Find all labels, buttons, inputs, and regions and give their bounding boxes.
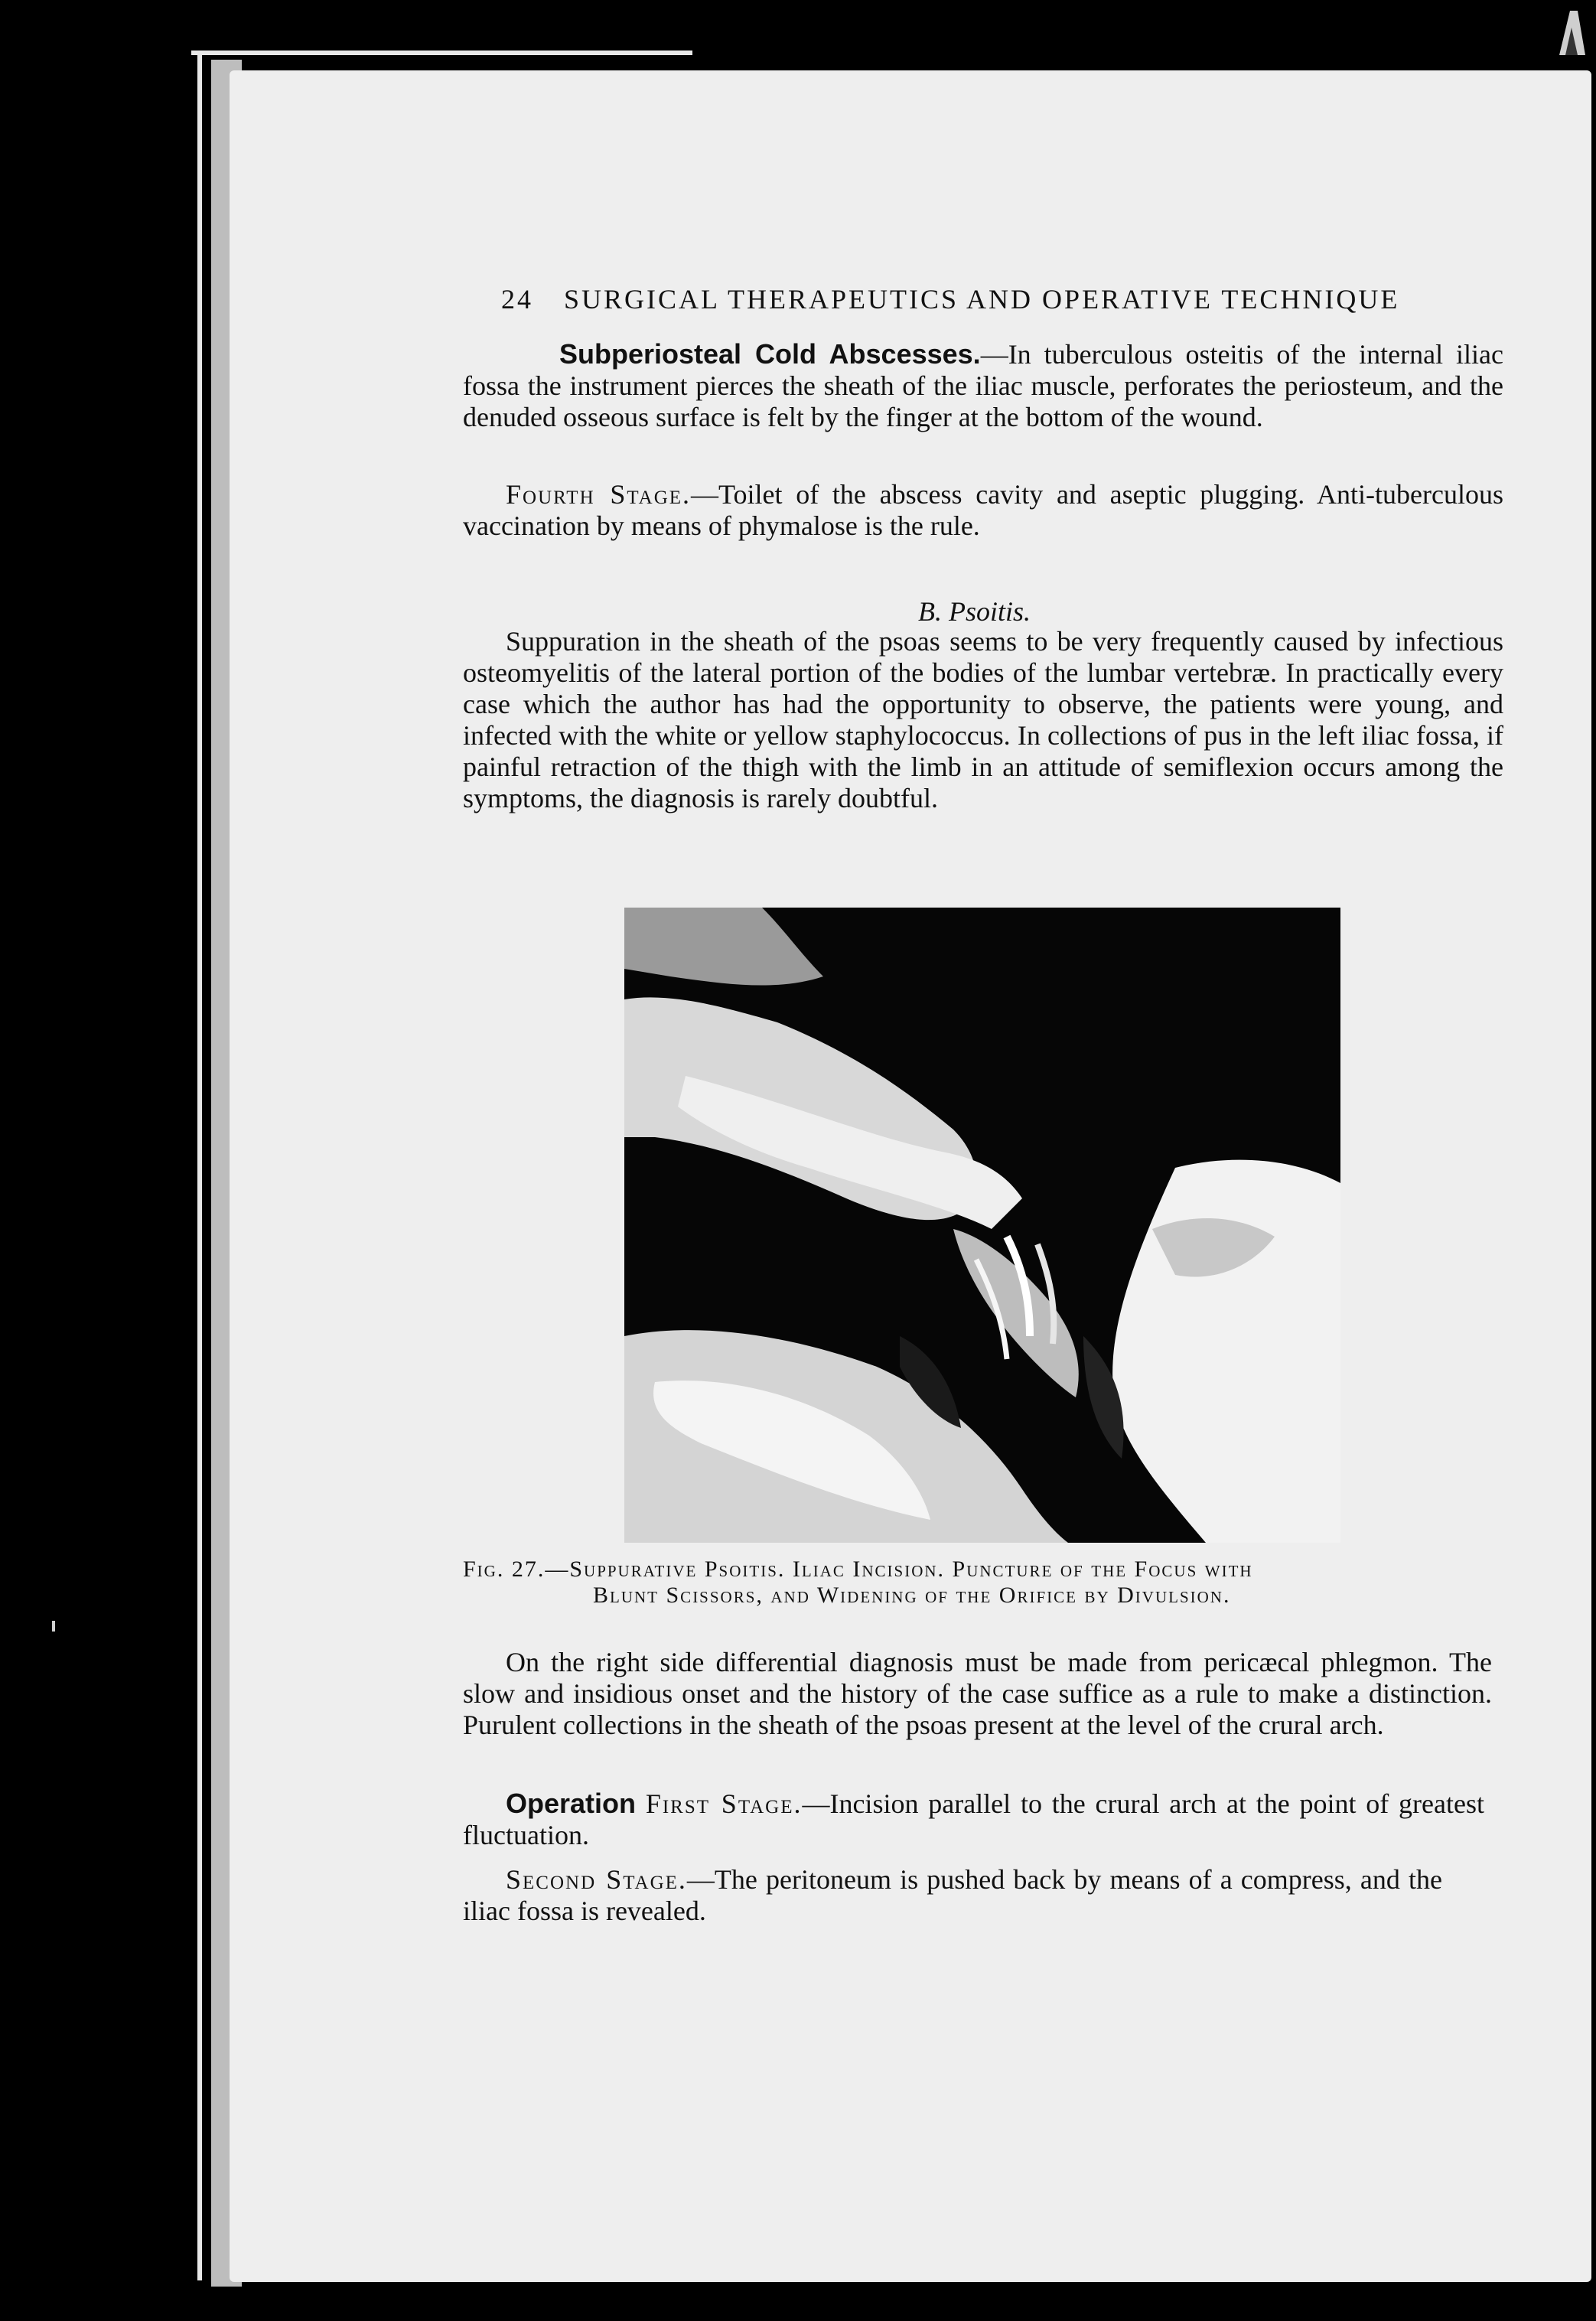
second-stage-paragraph — [463, 1864, 1442, 1927]
first-stage-text: —Incision parallel to the crural arch at the point of greatest fluctuation. — [463, 1788, 1484, 1850]
subperiosteal-heading: Subperiosteal Cold Abscesses. — [559, 338, 981, 370]
scan-speck — [52, 1621, 55, 1632]
running-head — [501, 283, 1503, 315]
scan-corner-mark — [1555, 9, 1590, 63]
fourth-stage-text: —Toilet of the abscess cavity and aseptic plugging. Anti-tuberculous vaccination by means of phymalose is the rule. — [463, 479, 1503, 541]
second-stage-label: Second Stage. — [506, 1864, 687, 1895]
psoitis-heading: B. Psoitis. — [918, 596, 1031, 627]
scan-edge-top — [191, 51, 692, 55]
caption-line-1: Fig. 27.—Suppurative Psoitis. Iliac Incision. Puncture of the Focus with — [463, 1557, 1253, 1582]
figure-27-caption — [463, 1557, 1488, 1609]
running-title: SURGICAL THERAPEUTICS AND OPERATIVE TECHNIQUE — [564, 284, 1400, 315]
operation-paragraph — [463, 1788, 1484, 1851]
psoitis-paragraph: Suppuration in the sheath of the psoas seems to be very frequently caused by infectious osteomyelitis of the lateral portion of the bodies of the lumbar vertebræ. In practically every case which the author has had the opportunity to observe, the patients were young, and infected with the white or yellow staphylococcus. In collections of pus in the left iliac fossa, if painful retraction of the thigh with the limb in an attitude of semiflexion occurs among the symptoms, the diagnosis is rarely doubtful. — [463, 626, 1503, 813]
right-side-paragraph: On the right side differential diagnosis must be made from pericæcal phlegmon. The slow and insidious onset and the history of the case suffice as a rule to make a distinction. Purulent collections in the sheath of the psoas present at the level of the crural arch. — [463, 1647, 1492, 1740]
second-stage-text: —The peritoneum is pushed back by means of a compress, and the iliac fossa is revealed. — [463, 1864, 1442, 1926]
fourth-stage-label: Fourth Stage. — [506, 479, 692, 510]
subperiosteal-text: —In tuberculous osteitis of the internal iliac fossa the instrument pierces the sheath of the iliac muscle, perforates the periosteum, and the denuded osseous surface is felt by the finger at the bottom of the wound. — [463, 339, 1503, 432]
first-stage-label: First Stage. — [645, 1788, 803, 1819]
figure-27-photograph — [624, 908, 1340, 1543]
subperiosteal-paragraph — [463, 338, 1503, 433]
scan-edge-left — [197, 54, 202, 2280]
operation-heading: Operation — [506, 1788, 637, 1819]
fourth-stage-paragraph — [463, 479, 1503, 542]
caption-line-2: Blunt Scissors, and Widening of the Orifice by Divulsion. — [593, 1583, 1231, 1608]
page-number: 24 — [501, 284, 533, 315]
